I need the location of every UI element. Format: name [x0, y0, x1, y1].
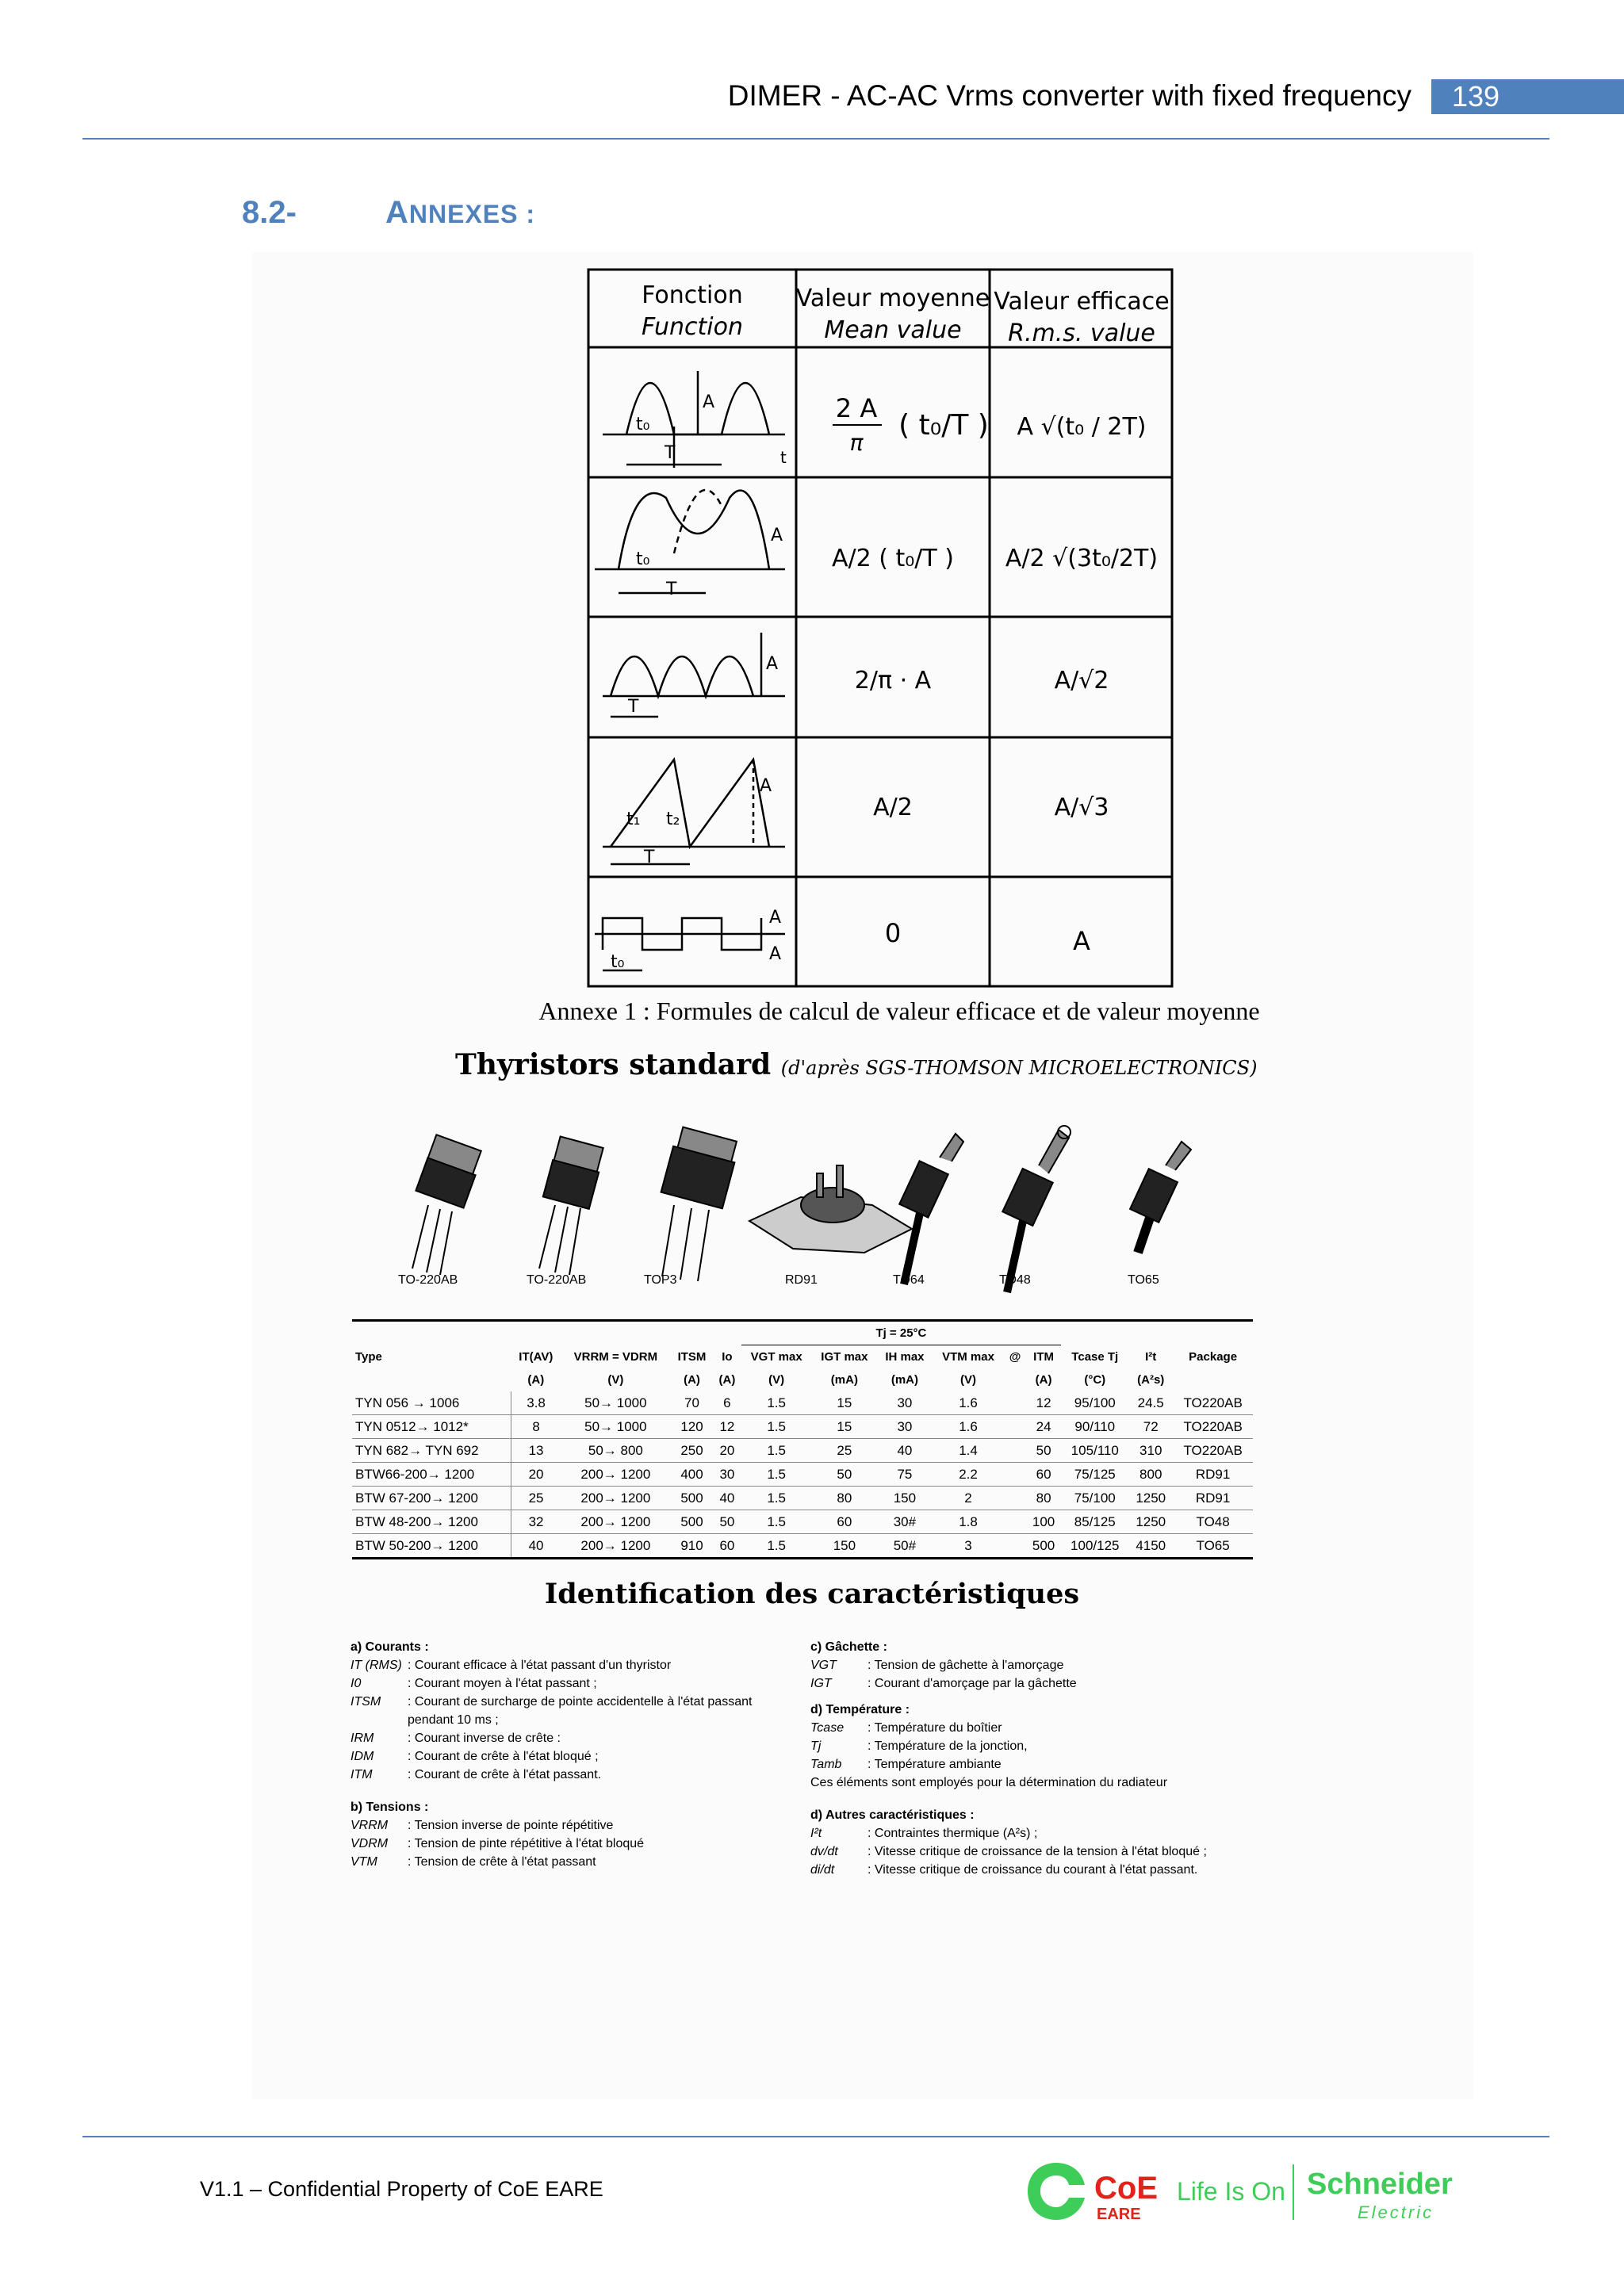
table-cell: 200→ 1200 [561, 1534, 671, 1559]
table-cell: TYN 682→ TYN 692 [352, 1439, 511, 1463]
table-cell: 1.5 [741, 1463, 812, 1487]
table-cell: 72 [1128, 1415, 1173, 1439]
table-cell: 500 [671, 1510, 714, 1534]
tj-label: Tj = 25°C [741, 1321, 1062, 1345]
pkg-label-5: TO64 [893, 1273, 925, 1287]
table-cell: 310 [1128, 1439, 1173, 1463]
table-cell: TO220AB [1173, 1439, 1253, 1463]
table-cell: 13 [511, 1439, 561, 1463]
spec-header-cell: IT(AV) [519, 1349, 553, 1364]
rms-formula-1: A √(t₀ / 2T) [1017, 413, 1147, 441]
list-item [350, 1729, 795, 1747]
ident-description: : Température ambiante [868, 1758, 1002, 1771]
section-number: 8.2- [242, 195, 297, 230]
electric-logo-text: Electric [1358, 2202, 1434, 2222]
table-cell: 100 [1026, 1510, 1061, 1534]
list-item [810, 1843, 1254, 1861]
ident-description: : Tension de crête à l'état passant [408, 1855, 596, 1869]
spec-header-cell: VGT max [750, 1350, 802, 1364]
table-cell: 80 [1026, 1487, 1061, 1510]
ident-description: : Tension de pinte répétitive à l'état bloqué [408, 1837, 645, 1850]
spec-unit-cell [352, 1368, 511, 1391]
head-col2-fr: Valeur moyenne [795, 285, 990, 312]
table-cell: 500 [671, 1487, 714, 1510]
table-cell: 150 [812, 1534, 877, 1559]
ident-b-title: b) Tensions : [350, 1800, 429, 1814]
table-cell: 90/110 [1061, 1415, 1128, 1439]
list-item [350, 1674, 795, 1693]
spec-header-cell: Package [1189, 1349, 1238, 1364]
label5-A1: A [769, 908, 782, 928]
table-cell: 12 [1026, 1391, 1061, 1415]
table-row [352, 1391, 1253, 1415]
spec-header-cell: I²t [1145, 1349, 1157, 1364]
spec-unit-cell: (°C) [1084, 1373, 1106, 1387]
list-item [350, 1816, 795, 1835]
label-t: t [780, 448, 787, 467]
pkg-label-1: TO-220AB [398, 1273, 458, 1287]
table-cell: 40 [713, 1487, 741, 1510]
table-cell: BTW 50-200→ 1200 [352, 1534, 511, 1559]
table-cell: 1250 [1128, 1487, 1173, 1510]
table-cell [1004, 1463, 1026, 1487]
ident-symbol: VTM [350, 1855, 377, 1869]
ident-symbol: VRRM [350, 1819, 389, 1832]
table-row [352, 1463, 1253, 1487]
table-cell: 20 [713, 1439, 741, 1463]
label4-t2: t₂ [666, 809, 680, 829]
label2-t0: t₀ [636, 549, 650, 569]
pkg-label-2: TO-220AB [527, 1273, 587, 1287]
table-cell [1004, 1534, 1026, 1559]
spec-header-cell: @ [1009, 1350, 1021, 1364]
ident-description: : Courant efficace à l'état passant d'un thyristor [408, 1659, 672, 1672]
table-cell: 6 [713, 1391, 741, 1415]
table-cell: 1.5 [741, 1439, 812, 1463]
table-row [352, 1510, 1253, 1534]
table-cell: 250 [671, 1439, 714, 1463]
ident-symbol: Tcase [810, 1721, 845, 1735]
footer-confidential-text: V1.1 – Confidential Property of CoE EARE [200, 2177, 603, 2201]
label5-t0: t₀ [611, 952, 625, 972]
ident-description: : Courant inverse de crête : [408, 1732, 561, 1745]
package-illustrations [396, 1118, 1229, 1300]
table-cell: 2.2 [933, 1463, 1004, 1487]
rms-formula-2: A/2 √(3t₀/2T) [1005, 545, 1159, 572]
ident-a-list [350, 1656, 795, 1784]
label4-A: A [760, 776, 772, 796]
ident-symbol: I²t [810, 1827, 822, 1840]
ident-symbol: ITSM [350, 1695, 381, 1709]
ident-symbol: dv/dt [810, 1845, 838, 1858]
table-cell: TO220AB [1173, 1415, 1253, 1439]
life-is-on-text: Life Is On [1177, 2177, 1285, 2206]
head-col2-en: Mean value [824, 316, 962, 344]
ident-right-column [810, 1630, 1254, 1879]
thyristors-subtitle: (d'après SGS-THOMSON MICROELECTRONICS) [780, 1057, 1258, 1079]
list-item [810, 1656, 1254, 1674]
label3-T: T [628, 697, 639, 717]
logo-divider [1293, 2164, 1294, 2220]
table-cell: 50 [1026, 1439, 1061, 1463]
table-cell: 75 [877, 1463, 933, 1487]
table-cell: 2 [933, 1487, 1004, 1510]
spec-units-row [352, 1368, 1253, 1391]
table-cell: RD91 [1173, 1487, 1253, 1510]
head-col3-en: R.m.s. value [1008, 320, 1155, 347]
table-cell: TYN 056 → 1006 [352, 1391, 511, 1415]
table-cell: 200→ 1200 [561, 1463, 671, 1487]
table-cell: BTW 67-200→ 1200 [352, 1487, 511, 1510]
table-cell: 30# [877, 1510, 933, 1534]
table-cell: BTW 48-200→ 1200 [352, 1510, 511, 1534]
table-cell: 30 [713, 1463, 741, 1487]
table-cell [1004, 1439, 1026, 1463]
label2-A: A [771, 526, 783, 545]
table-cell: 60 [1026, 1463, 1061, 1487]
ident-description: : Tension de gâchette à l'amorçage [868, 1659, 1064, 1672]
table-cell: 3.8 [511, 1391, 561, 1415]
mean-formula-5: 0 [884, 918, 902, 948]
spec-unit-cell: (V) [607, 1373, 624, 1387]
table-cell: 105/110 [1061, 1439, 1128, 1463]
table-cell: 70 [671, 1391, 714, 1415]
spec-header-cell: IH max [885, 1350, 925, 1364]
spec-unit-cell: (mA) [891, 1373, 918, 1387]
rms-formula-5: A [1073, 926, 1090, 956]
table-cell: 8 [511, 1415, 561, 1439]
table-cell: 1.5 [741, 1534, 812, 1559]
table-cell: 30 [877, 1391, 933, 1415]
rms-formula-3: A/√2 [1054, 667, 1109, 695]
waveform-phase-controlled [595, 490, 785, 593]
ident-d-note: Ces éléments sont employés pour la détermination du radiateur [810, 1776, 1168, 1789]
table-cell: 20 [511, 1463, 561, 1487]
spec-unit-cell [1173, 1368, 1253, 1391]
ident-d-title: d) Température : [810, 1703, 910, 1716]
mean-formula-1-pi: π [849, 430, 864, 456]
ident-symbol: ITM [350, 1768, 373, 1781]
table-cell: TO220AB [1173, 1391, 1253, 1415]
footer-rule [82, 2136, 1549, 2137]
label5-A2: A [769, 944, 782, 964]
spec-header-cell: ITM [1033, 1350, 1054, 1364]
table-cell: 80 [812, 1487, 877, 1510]
ident-description: : Contraintes thermique (A²s) ; [868, 1827, 1038, 1840]
list-item [810, 1861, 1254, 1879]
waveform-half-sine [603, 371, 785, 468]
spec-unit-cell: (V) [960, 1373, 977, 1387]
table-cell: 1.6 [933, 1415, 1004, 1439]
spec-header-cell: Io [722, 1349, 733, 1364]
spec-header-row [352, 1345, 1253, 1369]
table-cell: 50→ 1000 [561, 1391, 671, 1415]
table-cell: 50→ 1000 [561, 1415, 671, 1439]
label-A: A [703, 392, 715, 412]
section-title-rest: NNEXES : [408, 200, 536, 228]
table-cell: 150 [877, 1487, 933, 1510]
table-cell: 100/125 [1061, 1534, 1128, 1559]
list-item [350, 1853, 795, 1871]
head-col3-fr: Valeur efficace [994, 288, 1170, 316]
ident-symbol: IGT [810, 1677, 832, 1690]
coe-logo-text: CoE [1094, 2171, 1158, 2206]
spec-unit-cell: (A) [1035, 1373, 1052, 1387]
spec-header-cell: Tcase Tj [1071, 1349, 1119, 1364]
table-cell: TO48 [1173, 1510, 1253, 1534]
table-row [352, 1439, 1253, 1463]
table-cell: 3 [933, 1534, 1004, 1559]
table-cell: 40 [511, 1534, 561, 1559]
table-cell: 50# [877, 1534, 933, 1559]
spec-unit-cell: (A) [718, 1373, 736, 1387]
label-T: T [665, 443, 676, 463]
pkg-label-4: RD91 [785, 1273, 818, 1287]
ident-symbol: Tj [810, 1739, 822, 1753]
ident-e-title: d) Autres caractéristiques : [810, 1808, 975, 1822]
ident-symbol: VGT [810, 1659, 837, 1672]
ident-b-list [350, 1816, 795, 1871]
thyristors-title-text: Thyristors standard [455, 1048, 772, 1081]
table-cell: 1.8 [933, 1510, 1004, 1534]
list-item [810, 1674, 1254, 1693]
mean-formula-2: A/2 ( t₀/T ) [832, 545, 954, 572]
table-cell: 40 [877, 1439, 933, 1463]
ident-symbol: VDRM [350, 1837, 389, 1850]
spec-unit-cell: (V) [768, 1373, 785, 1387]
spec-unit-cell: (A) [527, 1373, 545, 1387]
table-cell: 1.5 [741, 1391, 812, 1415]
label-t0: t₀ [636, 415, 650, 434]
list-item [810, 1824, 1254, 1843]
list-item [350, 1766, 795, 1784]
ident-symbol: I0 [350, 1677, 362, 1690]
table-cell: 500 [1026, 1534, 1061, 1559]
table-cell: 1.5 [741, 1415, 812, 1439]
ident-description: : Courant de surcharge de pointe accidentelle à l'état passant pendant 10 ms ; [408, 1695, 753, 1727]
spec-header-cell: IGT max [821, 1350, 868, 1364]
table-cell: 1250 [1128, 1510, 1173, 1534]
table-cell: 75/125 [1061, 1463, 1128, 1487]
table-cell: 200→ 1200 [561, 1487, 671, 1510]
list-item [810, 1755, 1254, 1774]
mean-formula-3: 2/π · A [854, 667, 932, 695]
pkg-label-6: TO48 [999, 1273, 1031, 1287]
label3-A: A [766, 654, 779, 674]
table-cell [1004, 1510, 1026, 1534]
eare-logo-text: EARE [1097, 2206, 1141, 2223]
label2-T: T [666, 580, 677, 599]
table-cell: 50→ 800 [561, 1439, 671, 1463]
table-cell: RD91 [1173, 1463, 1253, 1487]
table-cell: 12 [713, 1415, 741, 1439]
formula-table [587, 268, 1174, 988]
table-cell: 85/125 [1061, 1510, 1128, 1534]
table-cell: 60 [812, 1510, 877, 1534]
spec-header-cell: Type [355, 1349, 382, 1364]
rms-formula-4: A/√3 [1054, 794, 1109, 821]
mean-formula-1-ratio: ( t₀/T ) [898, 409, 989, 442]
mean-formula-4: A/2 [873, 794, 913, 821]
ident-description: : Courant de crête à l'état passant. [408, 1768, 602, 1781]
head-col1-fr: Fonction [642, 281, 743, 309]
table-cell [1004, 1391, 1026, 1415]
ident-title: Identification des caractéristiques [544, 1578, 1080, 1610]
table-cell: 75/100 [1061, 1487, 1128, 1510]
ident-c-title: c) Gâchette : [810, 1640, 887, 1654]
table-cell: 1.5 [741, 1487, 812, 1510]
spec-header-cell: VTM max [942, 1350, 994, 1364]
spec-body [352, 1391, 1253, 1559]
mean-formula-1: 2 A [835, 393, 878, 423]
table-cell: 910 [671, 1534, 714, 1559]
ident-symbol: IDM [350, 1750, 374, 1763]
document-header-title: DIMER - AC-AC Vrms converter with fixed frequency [727, 79, 1411, 112]
table-cell: TO65 [1173, 1534, 1253, 1559]
table-cell: BTW66-200→ 1200 [352, 1463, 511, 1487]
table-cell: 25 [511, 1487, 561, 1510]
ident-c-list [810, 1656, 1254, 1693]
pkg-label-7: TO65 [1128, 1273, 1159, 1287]
list-item [350, 1656, 795, 1674]
ident-description: : Température du boîtier [868, 1721, 1002, 1735]
spec-unit-cell: (mA) [830, 1373, 858, 1387]
thyristor-spec-table [352, 1319, 1253, 1559]
spec-unit-cell [1004, 1368, 1026, 1391]
table-cell: 50 [713, 1510, 741, 1534]
ident-e-list [810, 1824, 1254, 1879]
thyristors-title [455, 1048, 1257, 1081]
ident-d-list [810, 1719, 1254, 1774]
table-cell: 200→ 1200 [561, 1510, 671, 1534]
table-cell: 800 [1128, 1463, 1173, 1487]
table-cell [1004, 1487, 1026, 1510]
table-cell: 15 [812, 1391, 877, 1415]
label4-t1: t₁ [626, 809, 641, 829]
table-cell: TYN 0512→ 1012* [352, 1415, 511, 1439]
spec-unit-cell: (A²s) [1137, 1373, 1165, 1387]
ident-symbol: IT (RMS) [350, 1659, 402, 1672]
list-item [810, 1737, 1254, 1755]
ident-description: : Vitesse critique de croissance de la tension à l'état bloqué ; [868, 1845, 1207, 1858]
list-item [350, 1693, 795, 1729]
list-item [350, 1835, 795, 1853]
schneider-logo-text: Schneider [1307, 2168, 1453, 2201]
table-cell: 15 [812, 1415, 877, 1439]
table-cell: 30 [877, 1415, 933, 1439]
table-cell: 1.4 [933, 1439, 1004, 1463]
section-title-initial: A [385, 195, 409, 230]
table-cell: 50 [812, 1463, 877, 1487]
label4-T: T [644, 848, 655, 867]
table-row [352, 1534, 1253, 1559]
annex-caption: Annexe 1 : Formules de calcul de valeur efficace et de valeur moyenne [538, 997, 1260, 1025]
ident-description: : Courant d'amorçage par la gâchette [868, 1677, 1077, 1690]
ident-description: : Courant de crête à l'état bloqué ; [408, 1750, 599, 1763]
ident-description: : Courant moyen à l'état passant ; [408, 1677, 597, 1690]
table-cell [1004, 1415, 1026, 1439]
section-title [385, 195, 535, 231]
spec-header-cell: ITSM [677, 1349, 707, 1364]
ident-left-column [350, 1630, 795, 1871]
table-cell: 24 [1026, 1415, 1061, 1439]
ident-description: : Vitesse critique de croissance du courant à l'état passant. [868, 1863, 1198, 1877]
table-cell: 1.6 [933, 1391, 1004, 1415]
ident-description: : Tension inverse de pointe répétitive [408, 1819, 614, 1832]
coe-logo-icon [1023, 2158, 1090, 2225]
list-item [350, 1747, 795, 1766]
head-col1-en: Function [641, 313, 744, 341]
header-rule [82, 138, 1549, 140]
table-cell: 95/100 [1061, 1391, 1128, 1415]
page-number-badge: 139 [1431, 79, 1624, 114]
ident-description: : Température de la jonction, [868, 1739, 1028, 1753]
ident-a-title: a) Courants : [350, 1640, 429, 1654]
table-cell: 24.5 [1128, 1391, 1173, 1415]
ident-symbol: Tamb [810, 1758, 842, 1771]
spec-unit-cell: (A) [684, 1373, 700, 1387]
table-cell: 400 [671, 1463, 714, 1487]
table-row [352, 1415, 1253, 1439]
spec-header-cell: VRRM = VDRM [573, 1349, 658, 1364]
ident-symbol: di/dt [810, 1863, 835, 1877]
list-item [810, 1719, 1254, 1737]
table-cell: 120 [671, 1415, 714, 1439]
table-cell: 25 [812, 1439, 877, 1463]
table-cell: 4150 [1128, 1534, 1173, 1559]
table-row [352, 1487, 1253, 1510]
table-cell: 32 [511, 1510, 561, 1534]
pkg-label-3: TOP3 [644, 1273, 677, 1287]
table-cell: 60 [713, 1534, 741, 1559]
table-cell: 1.5 [741, 1510, 812, 1534]
ident-symbol: IRM [350, 1732, 374, 1745]
